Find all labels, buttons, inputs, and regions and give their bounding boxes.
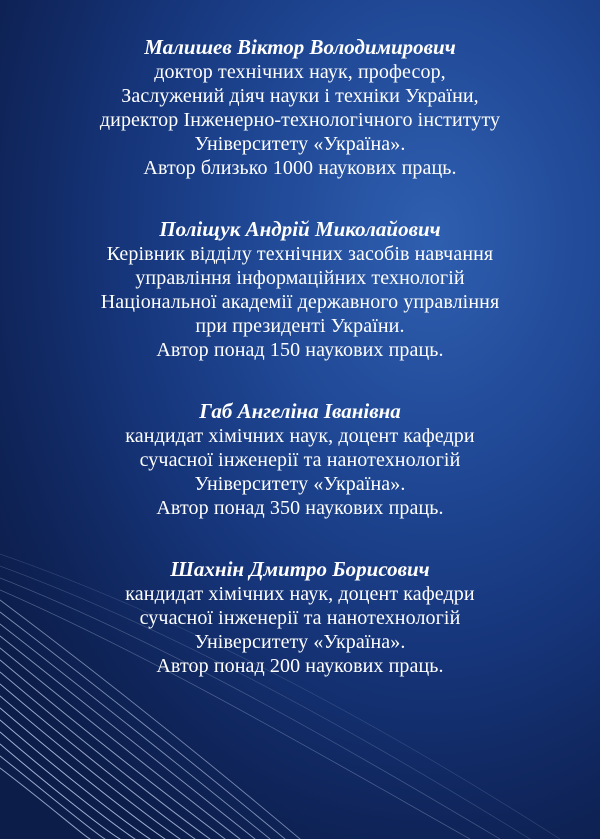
- author-info-line: при президенті України.: [195, 315, 405, 337]
- author-info-line: кандидат хімічних наук, доцент кафедри: [125, 425, 475, 447]
- author-info-line: кандидат хімічних наук, доцент кафедри: [125, 583, 475, 605]
- author-info-line: Автор понад 150 наукових праць.: [156, 339, 444, 361]
- author-name: Шахнін Дмитро Борисович: [170, 557, 430, 581]
- author-name: Габ Ангеліна Іванівна: [199, 399, 401, 423]
- author-info-line: Заслужений діяч науки і техніки України,: [121, 85, 479, 107]
- author-info-line: Національної академії державного управління: [100, 291, 500, 313]
- author-block: [0, 556, 600, 678]
- author-name: Малишев Віктор Володимирович: [144, 35, 456, 59]
- author-info-line: директор Інженерно-технологічного інституту: [99, 109, 501, 131]
- author-info-line: Автор близько 1000 наукових праць.: [143, 157, 457, 179]
- author-block: [0, 34, 600, 180]
- author-info-line: управління інформаційних технологій: [135, 267, 465, 289]
- authors-list: [0, 34, 600, 714]
- author-info-line: сучасної інженерії та нанотехнологій: [139, 607, 461, 629]
- author-block: [0, 216, 600, 362]
- author-name: Поліщук Андрій Миколайович: [159, 217, 441, 241]
- author-info-line: Автор понад 200 наукових праць.: [156, 655, 444, 677]
- author-info-line: Університету «Україна».: [194, 133, 406, 155]
- author-info-line: Університету «Україна».: [194, 631, 406, 653]
- author-info-line: Автор понад 350 наукових праць.: [156, 497, 444, 519]
- author-info-line: сучасної інженерії та нанотехнологій: [139, 449, 461, 471]
- author-info-line: Університету «Україна».: [194, 473, 406, 495]
- author-info-line: доктор технічних наук, професор,: [154, 61, 446, 83]
- author-block: [0, 398, 600, 520]
- author-info-line: Керівник відділу технічних засобів навчання: [106, 243, 494, 265]
